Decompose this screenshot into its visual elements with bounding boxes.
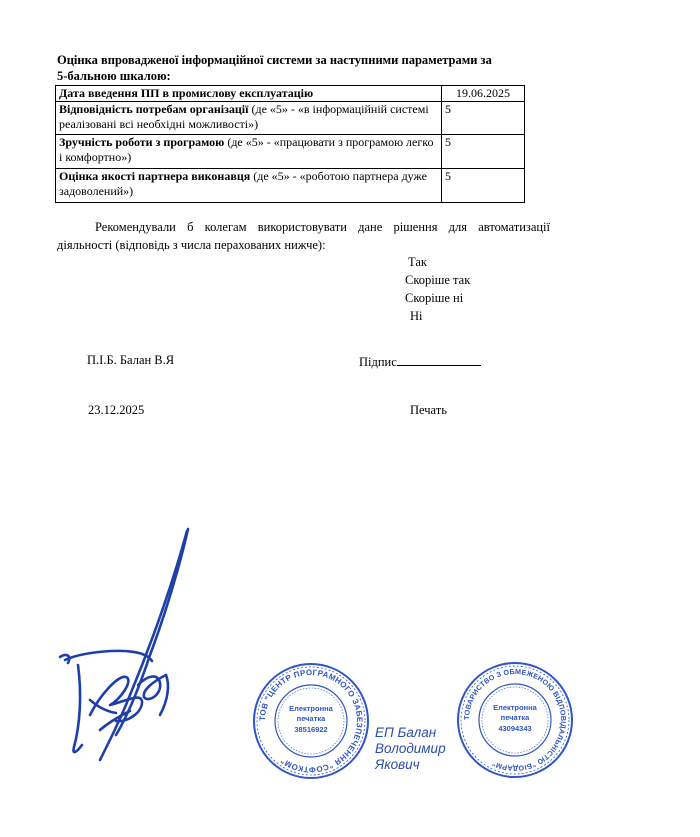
seal2-ring-text: ТОВАРИСТВО З ОБМЕЖЕНОЮ ВІДПОВІДАЛЬНІСТЮ "БІОДАРМ": [461, 666, 569, 774]
table-cell-label: Відповідність потребам організації (де «5» - «в інформаційній системі реалізовані всі необхідні можливості»): [56, 102, 442, 135]
seal2-line-2: печатка: [500, 713, 530, 722]
full-name: П.І.Б. Балан В.Я: [87, 353, 175, 367]
seal1-ring-text: ТОВ "ЦЕНТР ПРОГРАМНОГО ЗАБЕЗПЕЧЕННЯ "СОФТКОМ": [257, 667, 365, 775]
signature-field: [359, 353, 481, 370]
e-signature-line-2: Володимир: [375, 741, 446, 756]
table-row: [56, 86, 525, 102]
seal1-code: 38516922: [294, 725, 328, 734]
heading-line-1: Оцінка впровадженої інформаційної системи за наступними параметрами за: [57, 53, 492, 67]
seal2-line-1: Електронна: [493, 703, 537, 712]
table-row: [56, 169, 525, 203]
recommendation-text: Рекомендували б колегам використовувати дане рішення для автоматизації діяльності (відповідь з числа перахованих нижче):: [57, 220, 550, 252]
seal1-line-2: печатка: [296, 714, 326, 723]
table-cell-label: Оцінка якості партнера виконавця (де «5» - «роботою партнера дуже задоволений»): [56, 169, 442, 203]
table-row: [56, 102, 525, 135]
seal2-code: 43094343: [498, 724, 532, 733]
option-rather-no: Скоріше ні: [405, 291, 464, 305]
signature-line: [397, 353, 481, 366]
table-cell-label: Дата введення ПП в промислову експлуатацію: [56, 86, 442, 102]
seal1-line-1: Електронна: [289, 704, 333, 713]
evaluation-heading: [57, 52, 527, 84]
table-cell-value: 5: [442, 135, 525, 169]
heading-line-2: 5-бальною шкалою:: [57, 69, 171, 83]
parameters-table: [55, 85, 525, 203]
electronic-seal-biodarm: [455, 660, 575, 780]
option-rather-yes: Скоріше так: [405, 273, 471, 287]
table-row: [56, 135, 525, 169]
e-signature-line-1: ЕП Балан: [375, 725, 437, 740]
table-cell-value: 5: [442, 102, 525, 135]
stamp-label: Печать: [410, 403, 447, 417]
answer-options: [405, 253, 470, 325]
table-cell-label: Зручність роботи з програмою (де «5» - «працювати з програмою легко і комфортно»): [56, 135, 442, 169]
document-date: 23.12.2025: [88, 403, 145, 417]
electronic-signature-caption: [375, 725, 446, 773]
electronic-seal-softkom: [251, 661, 371, 781]
table-cell-value: 19.06.2025: [442, 86, 525, 102]
table-cell-value: 5: [442, 169, 525, 203]
e-signature-line-3: Якович: [375, 757, 420, 772]
recommendation-paragraph: [57, 218, 550, 254]
option-yes: Так: [408, 255, 427, 269]
signature-label: Підпис: [359, 355, 397, 369]
handwritten-signature: [30, 525, 200, 775]
option-no: Ні: [410, 309, 423, 323]
